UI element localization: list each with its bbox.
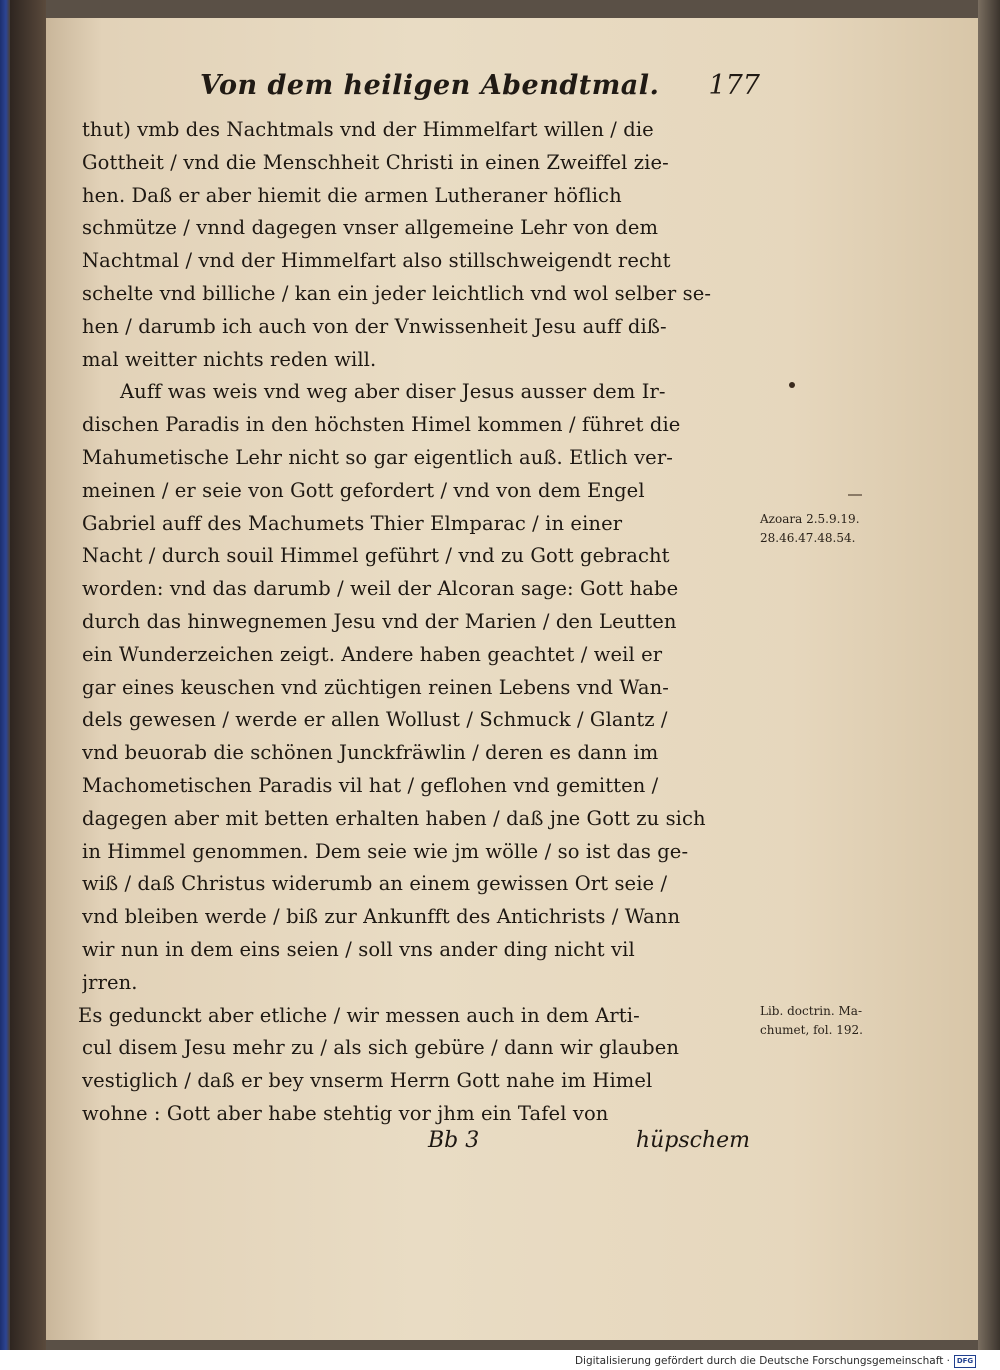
page-header xyxy=(200,70,760,110)
margin-dash xyxy=(848,494,862,496)
text-line: Nacht / durch souil Himmel geführt / vnd zu Gott gebracht xyxy=(82,544,670,568)
text-line: jrren. xyxy=(82,970,138,994)
margin-note-line: chumet, fol. 192. xyxy=(760,1023,863,1037)
margin-note-line: Lib. doctrin. Ma- xyxy=(760,1004,862,1018)
text-line: Machometischen Paradis vil hat / geflohen vnd gemitten / xyxy=(82,773,659,797)
text-line: schelte vnd billiche / kan ein jeder leichtlich vnd wol selber se- xyxy=(82,281,712,305)
text-line: worden: vnd das darumb / weil der Alcoran sage: Gott habe xyxy=(82,577,679,601)
credit-text: Digitalisierung gefördert durch die Deutsche Forschungsgemeinschaft · xyxy=(574,1355,950,1367)
text-line: dels gewesen / werde er allen Wollust / Schmuck / Glantz / xyxy=(82,708,668,732)
text-line: ein Wunderzeichen zeigt. Andere haben geachtet / weil er xyxy=(82,642,663,666)
text-line: wiß / daß Christus widerumb an einem gewissen Ort seie / xyxy=(82,872,668,896)
digitization-credit xyxy=(575,1352,976,1370)
text-line: Gabriel auff des Machumets Thier Elmparac / in einer xyxy=(82,511,623,535)
text-line: dagegen aber mit betten erhalten haben / daß jne Gott zu sich xyxy=(82,806,706,830)
text-line: hen / darumb ich auch von der Vnwissenheit Jesu auff diß- xyxy=(82,314,667,338)
margin-note-azoara xyxy=(760,510,950,548)
text-line: Es gedunckt aber etliche / wir messen auch in dem Arti- xyxy=(78,1003,640,1027)
text-line: wohne : Gott aber habe stehtig vor jhm ein Tafel von xyxy=(82,1101,609,1125)
margin-note-line: 28.46.47.48.54. xyxy=(760,531,856,545)
text-line: thut) vmb des Nachtmals vnd der Himmelfart willen / die xyxy=(82,118,654,141)
text-line: vestiglich / daß er bey vnserm Herrn Gott nahe im Himel xyxy=(82,1069,653,1093)
gutter-shadow xyxy=(10,0,46,1350)
text-line: durch das hinwegnemen Jesu vnd der Marien / den Leutten xyxy=(82,609,677,633)
page-edge xyxy=(978,0,1000,1350)
text-line: schmütze / vnnd dagegen vnser allgemeine Lehr von dem xyxy=(82,216,659,240)
page-number: 177 xyxy=(708,70,760,101)
margin-note-line: Azoara 2.5.9.19. xyxy=(760,512,860,526)
signature-mark: Bb 3 xyxy=(428,1128,480,1153)
text-line: Nachtmal / vnd der Himmelfart also stillschweigendt recht xyxy=(82,249,671,273)
text-line: Mahumetische Lehr nicht so gar eigentlich auß. Etlich ver- xyxy=(82,445,673,469)
text-line: mal weitter nichts reden will. xyxy=(82,347,377,371)
text-line: dischen Paradis in den höchsten Himel kommen / führet die xyxy=(82,413,681,437)
text-line: gar eines keuschen vnd züchtigen reinen Lebens vnd Wan- xyxy=(82,675,669,699)
text-line: meinen / er seie von Gott gefordert / vnd von dem Engel xyxy=(82,478,645,502)
catchword: hüpschem xyxy=(635,1128,750,1153)
text-line: Gottheit / vnd die Menschheit Christi in einen Zweiffel zie- xyxy=(82,150,669,174)
page-footer xyxy=(400,1128,760,1164)
text-line: hen. Daß er aber hiemit die armen Lutheraner höflich xyxy=(82,183,622,207)
binding-edge xyxy=(0,0,10,1350)
margin-dot xyxy=(789,382,795,388)
text-line: wir nun in dem eins seien / soll vns ander ding nicht vil xyxy=(82,937,635,961)
text-line: Auff was weis vnd weg aber diser Jesus ausser dem Ir- xyxy=(120,380,666,404)
text-line: vnd bleiben werde / biß zur Ankunfft des Antichrists / Wann xyxy=(82,905,681,929)
text-line: cul disem Jesu mehr zu / als sich gebüre / dann wir glauben xyxy=(82,1036,680,1060)
dfg-logo: DFG xyxy=(954,1355,976,1368)
text-line: in Himmel genommen. Dem seie wie jm wölle / so ist das ge- xyxy=(82,839,689,863)
text-line: vnd beuorab die schönen Junckfräwlin / deren es dann im xyxy=(82,741,659,765)
running-head: Von dem heiligen Abendtmal. xyxy=(200,70,660,101)
margin-note-lib-doctrin xyxy=(760,1002,950,1040)
body-text xyxy=(78,114,750,1131)
